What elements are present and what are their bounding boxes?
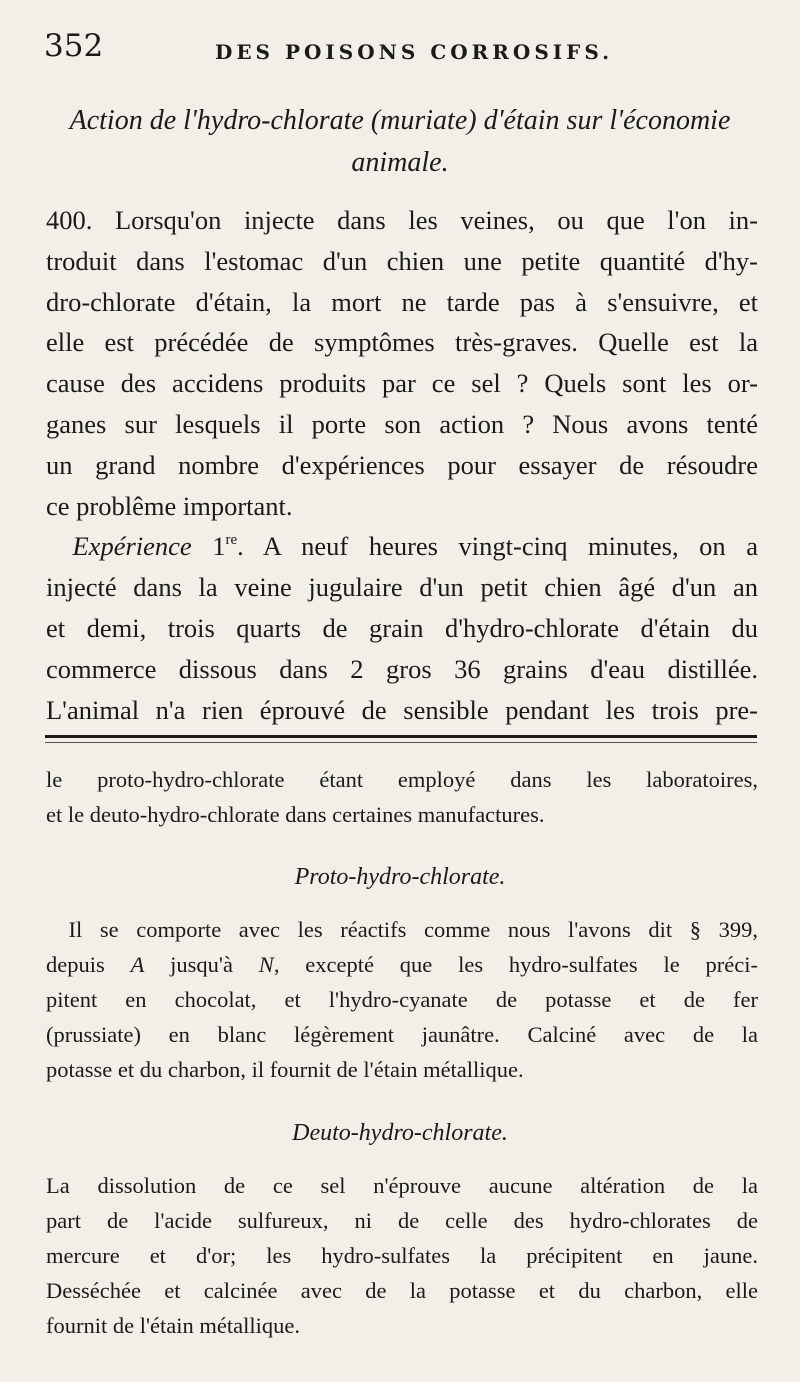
text-line: cause des accidens produits par ce sel ? Quels sont les or- — [46, 368, 758, 399]
text-line: le proto-hydro-chlorate étant employé dans les laboratoires, — [46, 767, 758, 792]
experience-label: Expérience — [72, 531, 192, 562]
section-title-line-1: Action de l'hydro-chlorate (muriate) d'étain sur l'économie — [69, 105, 731, 136]
text-line: potasse et du charbon, il fournit de l'étain métallique. — [46, 1057, 524, 1082]
footnote-separator-rule — [45, 735, 757, 738]
experience-line-1 — [46, 526, 758, 567]
proto-heading: Proto-hydro-chlorate. — [294, 864, 506, 890]
text-line: injecté dans la veine jugulaire d'un petit chien âgé d'un an — [46, 572, 758, 603]
text-fragment: N — [258, 952, 274, 977]
text-fragment: A — [130, 952, 145, 977]
proto-paragraph — [46, 912, 758, 1087]
page-header — [44, 28, 754, 68]
text-fragment: jusqu'à — [144, 952, 259, 977]
text-line: 400. Lorsqu'on injecte dans les veines, ou que l'on in- — [46, 205, 758, 235]
text-line: La dissolution de ce sel n'éprouve aucune altération de la — [46, 1173, 758, 1198]
experience-number: 1 — [212, 531, 226, 562]
text-fragment: depuis — [46, 952, 131, 977]
text-line: ce problême important. — [46, 490, 293, 521]
text-line: pitent en chocolat, et l'hydro-cyanate de potasse et de fer — [46, 987, 758, 1012]
text-fragment: , excepté que les hydro-sulfates le préci- — [273, 952, 758, 977]
text-line: (prussiate) en blanc légèrement jaunâtre. Calciné avec de la — [46, 1022, 758, 1047]
deuto-paragraph — [46, 1168, 758, 1343]
text-line: commerce dissous dans 2 gros 36 grains d'eau distillée. — [46, 653, 758, 684]
text-line: dro-chlorate d'étain, la mort ne tarde pas à s'ensuivre, et — [46, 286, 758, 317]
deuto-heading: Deuto-hydro-chlorate. — [292, 1120, 508, 1146]
text-line: troduit dans l'estomac d'un chien une petite quantité d'hy- — [46, 245, 758, 276]
text-line: L'animal n'a rien éprouvé de sensible pendant les trois pre- — [46, 694, 758, 725]
text-line: un grand nombre d'expériences pour essayer de résoudre — [46, 449, 758, 480]
experience-line-1-rest: . A neuf heures vingt-cinq minutes, on a — [237, 531, 759, 562]
text-line: ganes sur lesquels il porte son action ? Nous avons tenté — [46, 408, 758, 439]
proto-line-1: Il se comporte avec les réactifs comme nous l'avons dit § 399, — [68, 917, 758, 942]
section-title-line-2: animale. — [351, 147, 449, 178]
text-line: fournit de l'étain métallique. — [46, 1313, 300, 1338]
experience-superscript: re — [225, 532, 238, 549]
text-line: et le deuto-hydro-chlorate dans certaines manufactures. — [46, 802, 545, 827]
page-number: 352 — [44, 28, 104, 64]
text-line: elle est précédée de symptômes très-graves. Quelle est la — [46, 327, 758, 358]
text-line — [46, 912, 758, 947]
paragraph-400 — [46, 200, 758, 730]
running-head: DES POISONS CORROSIFS. — [214, 40, 614, 64]
text-line: mercure et d'or; les hydro-sulfates la précipitent en jaune. — [46, 1243, 758, 1268]
text-line: et demi, trois quarts de grain d'hydro-chlorate d'étain du — [46, 612, 758, 643]
footnote-separator-thin-rule — [45, 742, 757, 743]
footnote-intro — [46, 762, 758, 832]
proto-line-2 — [46, 947, 758, 982]
text-line: Desséchée et calcinée avec de la potasse et du charbon, elle — [46, 1278, 758, 1303]
text-line: part de l'acide sulfureux, ni de celle des hydro-chlorates de — [46, 1208, 758, 1233]
